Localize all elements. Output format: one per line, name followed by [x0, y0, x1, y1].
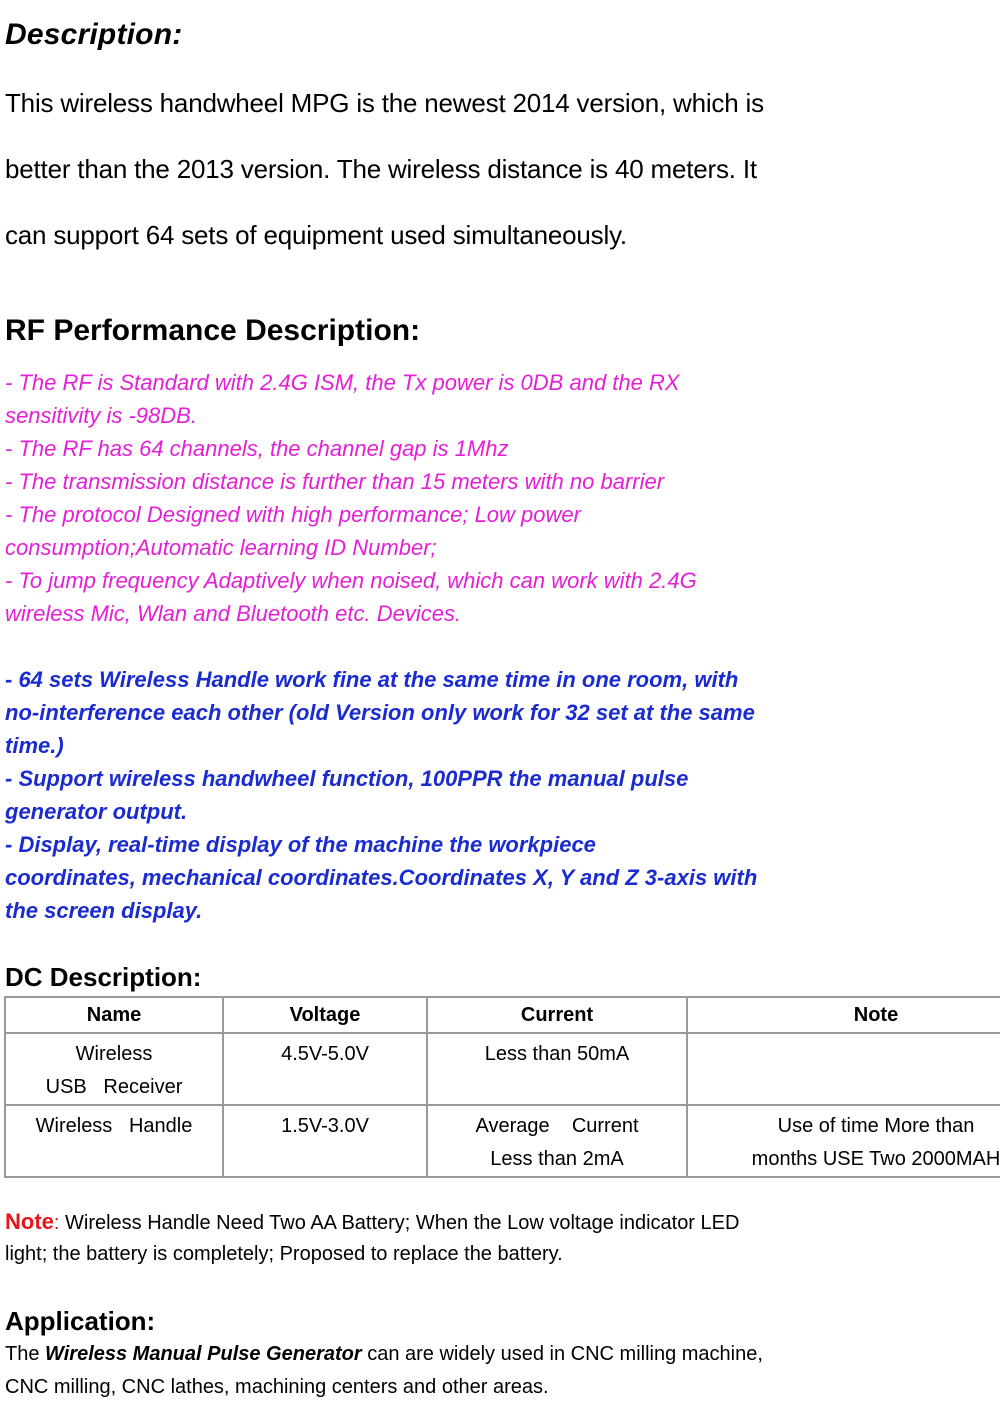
dc-cell [5, 1105, 223, 1177]
rf-blue-line-5: generator output. [5, 799, 188, 824]
application-line-2: CNC milling, CNC lathes, machining centers and other areas. [5, 1376, 549, 1398]
note-label: Note [5, 1209, 54, 1234]
dc-cell [5, 1033, 223, 1105]
description-line-2: better than the 2013 version. The wireless distance is 40 meters. It [5, 154, 757, 184]
rf-blue-line-1: - 64 sets Wireless Handle work fine at the same time in one room, with [5, 667, 739, 692]
dc-cell-text: 4.5V-5.0V [281, 1043, 369, 1065]
rf-blue-line-8: the screen display. [5, 898, 203, 923]
note-line-1 [5, 1209, 739, 1235]
note-text-1: Wireless Handle Need Two AA Battery; When the Low voltage indicator LED [59, 1212, 740, 1234]
rf-magenta-line-2: sensitivity is -98DB. [5, 403, 197, 428]
dc-header-voltage: Voltage [223, 997, 427, 1033]
rf-magenta-line-4: - The transmission distance is further than 15 meters with no barrier [5, 469, 665, 494]
rf-blue-line-6: - Display, real-time display of the machine the workpiece [5, 832, 596, 857]
dc-heading: DC Description: [5, 962, 202, 992]
dc-cell [223, 1105, 427, 1177]
dc-header-name: Name [5, 997, 223, 1033]
rf-magenta-line-1: - The RF is Standard with 2.4G ISM, the Tx power is 0DB and the RX [5, 370, 680, 395]
rf-blue-line-3: time.) [5, 733, 64, 758]
dc-header-note: Note [687, 997, 1000, 1033]
rf-magenta-line-6: consumption;Automatic learning ID Number; [5, 535, 437, 560]
dc-cell [427, 1033, 687, 1105]
rf-magenta-line-5: - The protocol Designed with high performance; Low power [5, 502, 581, 527]
rf-heading: RF Performance Description: [5, 314, 421, 347]
dc-cell-text: Less than 50mA [484, 1043, 630, 1065]
rf-magenta-line-3: - The RF has 64 channels, the channel gap is 1Mhz [5, 436, 509, 461]
dc-table [4, 996, 1000, 1178]
rf-blue-line-2: no-interference each other (old Version only work for 32 set at the same [5, 700, 755, 725]
description-line-1: This wireless handwheel MPG is the newest 2014 version, which is [5, 88, 764, 118]
dc-cell [687, 1033, 1000, 1105]
dc-cell-text: Use of time More than months USE Two 2000MAH [751, 1115, 1000, 1170]
dc-cell [427, 1105, 687, 1177]
note-line-2: light; the battery is completely; Proposed to replace the battery. [5, 1243, 563, 1265]
rf-magenta-line-8: wireless Mic, Wlan and Bluetooth etc. Devices. [5, 601, 462, 626]
rf-blue-line-4: - Support wireless handwheel function, 100PPR the manual pulse [5, 766, 689, 791]
application-line-1 [5, 1343, 763, 1366]
dc-header-current: Current [427, 997, 687, 1033]
rf-magenta-line-7: - To jump frequency Adaptively when noised, which can work with 2.4G [5, 568, 697, 593]
application-pre: The [5, 1343, 46, 1365]
dc-table-header-row [5, 997, 1000, 1033]
note-colon: : [53, 1212, 60, 1234]
table-row [5, 1105, 1000, 1177]
dc-cell [687, 1105, 1000, 1177]
dc-cell-text: 1.5V-3.0V [281, 1115, 369, 1137]
dc-cell-text: Wireless USB Receiver [45, 1043, 183, 1098]
table-row [5, 1033, 1000, 1105]
dc-cell-text: Wireless Handle [35, 1115, 193, 1137]
dc-cell [223, 1033, 427, 1105]
rf-blue-line-7: coordinates, mechanical coordinates.Coordinates X, Y and Z 3-axis with [5, 865, 758, 890]
application-emphasis: Wireless Manual Pulse Generator [45, 1343, 362, 1365]
description-heading: Description: [5, 18, 183, 51]
description-line-3: can support 64 sets of equipment used simultaneously. [5, 220, 627, 250]
application-post: can are widely used in CNC milling machine, [361, 1343, 763, 1365]
dc-cell-text: Average Current Less than 2mA [475, 1115, 639, 1170]
dc-cell-text [688, 1034, 1000, 1038]
application-heading: Application: [5, 1306, 156, 1336]
